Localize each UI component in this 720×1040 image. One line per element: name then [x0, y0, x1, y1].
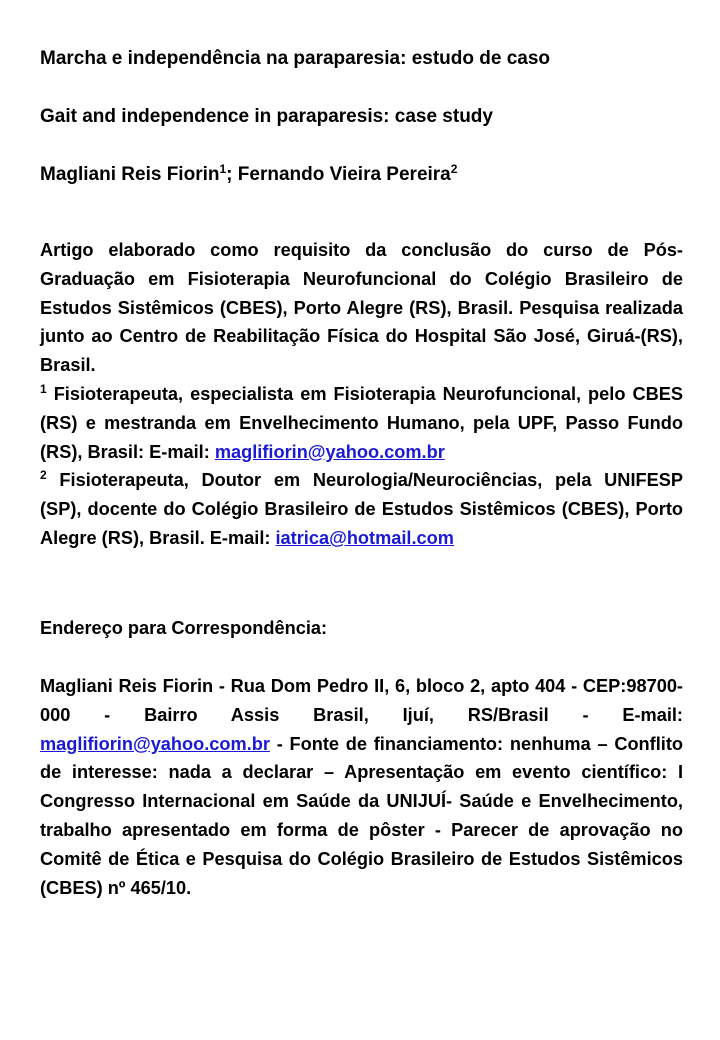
author-2-name: Fernando Vieira Pereira: [237, 164, 451, 185]
note-2-email-link[interactable]: iatrica@hotmail.com: [275, 527, 454, 548]
correspondence-email-link[interactable]: maglifiorin@yahoo.com.br: [40, 733, 270, 754]
note-1-superscript: 1: [40, 381, 47, 396]
note-2-superscript: 2: [40, 468, 47, 483]
correspondence-paragraph: [40, 672, 683, 902]
correspondence-text-before: Magliani Reis Fiorin - Rua Dom Pedro II, 6, bloco 2, apto 404 - CEP:98700-000 - Bairro Assis Brasil, Ijuí, RS/Brasil - E-mail:: [40, 676, 683, 725]
correspondence-text-after: - Fonte de financiamento: nenhuma – Conflito de interesse: nada a declarar – Apresentação em evento científico: I Congresso Internacional em Saúde da UNIJUÍ- Saúde e Envelhecimento, trabalho apresentado em forma de pôster - Parecer de aprovação no Comitê de Ética e Pesquisa do Colégio Brasileiro de Estudos Sistêmicos (CBES) nº 465/10.: [40, 733, 683, 898]
author-line: [40, 162, 457, 188]
author-1-name: Magliani Reis Fiorin: [40, 164, 220, 185]
author-separator: ;: [226, 164, 238, 185]
author-1-superscript: 1: [219, 162, 227, 176]
author-2-superscript: 2: [450, 162, 458, 176]
note-1-text: Fisioterapeuta, especialista em Fisioterapia Neurofuncional, pelo CBES (RS) e mestranda em Envelhecimento Humano, pela UPF, Passo Fundo (RS), Brasil: E-mail:: [40, 383, 683, 462]
affiliation-note-1: [40, 380, 683, 466]
correspondence-heading: Endereço para Correspondência:: [40, 618, 328, 638]
title-portuguese: Marcha e independência na paraparesia: estudo de caso: [40, 48, 551, 69]
note-1-email-link[interactable]: maglifiorin@yahoo.com.br: [214, 441, 445, 462]
correspondence-block: [40, 672, 683, 902]
affiliation-note-2: [40, 466, 683, 552]
affiliation-intro: Artigo elaborado como requisito da conclusão do curso de Pós-Graduação em Fisioterapia Neurofuncional do Colégio Brasileiro de Estudos Sistêmicos (CBES), Porto Alegre (RS), Brasil. Pesquisa realizada junto ao Centro de Reabilitação Física do Hospital São José, Giruá-(RS), Brasil.: [40, 240, 683, 376]
note-2-text: Fisioterapeuta, Doutor em Neurologia/Neurociências, pela UNIFESP (SP), docente do Colégio Brasileiro de Estudos Sistêmicos (CBES), Porto Alegre (RS), Brasil. E-mail:: [40, 470, 683, 548]
affiliation-block: [40, 236, 683, 553]
title-english: Gait and independence in paraparesis: case study: [40, 106, 493, 127]
